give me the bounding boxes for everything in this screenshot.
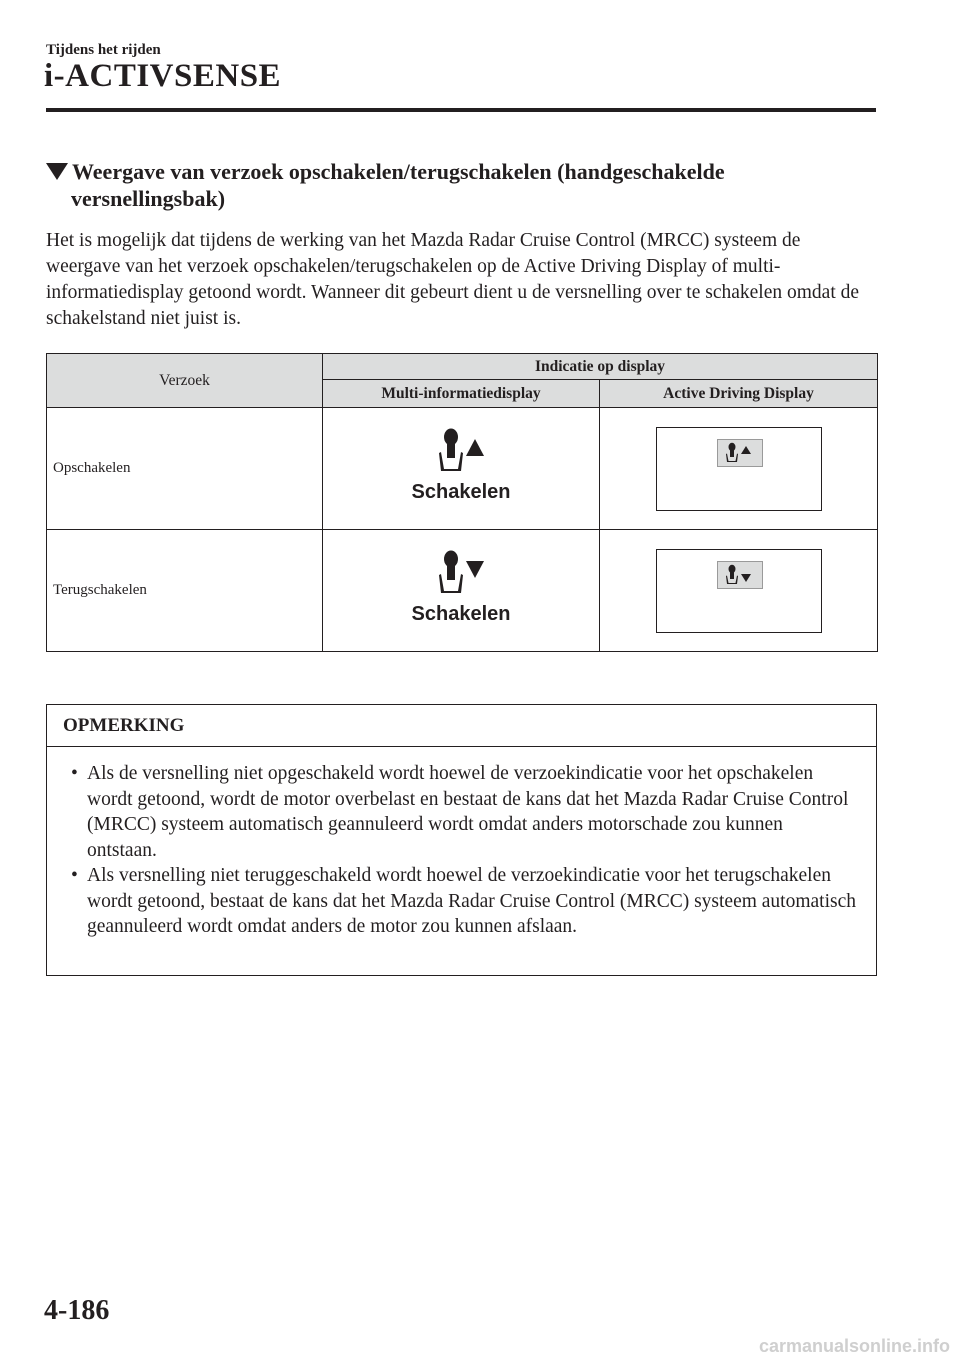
adc-upshift-indicator bbox=[717, 439, 763, 467]
watermark: carmanualsonline.info bbox=[758, 1336, 950, 1356]
note-item-text: Als versnelling niet teruggeschakeld wordt hoewel de verzoekindicatie voor het terugschakelen wordt getoond, bestaat de kans dat het Mazda Radar Cruise Control (MRCC) systeem automatisch geannuleerd wordt omdat anders de motor zou kunnen afslaan. bbox=[87, 865, 857, 937]
active-driving-display-cell bbox=[600, 408, 878, 530]
section-heading-line2: versnellingsbak) bbox=[71, 186, 226, 211]
note-item-text: Als de versnelling niet opgeschakeld wordt hoewel de verzoekindicatie voor het opschakelen wordt getoond, wordt de motor overbelast en bestaat de kans dat het Mazda Radar Cruise Control (MRCC) systeem automatisch geannuleerd wordt omdat anders motorschade zou kunnen ontstaan. bbox=[87, 763, 849, 861]
row-label-downshift: Terugschakelen bbox=[47, 530, 323, 652]
active-driving-display-frame bbox=[656, 427, 822, 511]
schakelen-text: Schakelen bbox=[411, 603, 511, 625]
header-title: i-ACTIVSENSE bbox=[44, 58, 282, 94]
section-heading bbox=[46, 158, 866, 212]
gear-shift-up-icon bbox=[436, 427, 486, 473]
bullet-icon: • bbox=[71, 865, 78, 886]
list-item bbox=[63, 863, 856, 940]
page-number: 4-186 bbox=[44, 1295, 110, 1326]
note-box bbox=[46, 704, 877, 976]
multi-info-display-cell bbox=[323, 408, 600, 530]
note-heading: OPMERKING bbox=[47, 705, 876, 747]
active-driving-display-cell bbox=[600, 530, 878, 652]
list-item bbox=[63, 761, 856, 863]
intro-paragraph: Het is mogelijk dat tijdens de werking van het Mazda Radar Cruise Control (MRCC) systeem de weergave van het verzoek opschakelen/terugschakelen op de Active Driving Display of multi-informatiedisplay getoond wordt. Wanneer dit gebeurt dient u de versnelling over te schakelen omdat de schakelstand niet juist is. bbox=[46, 230, 860, 329]
schakelen-text: Schakelen bbox=[411, 481, 511, 503]
col-header-multi-info-display: Multi-informatiedisplay bbox=[323, 380, 600, 408]
header-divider bbox=[46, 108, 876, 112]
col-header-request: Verzoek bbox=[47, 354, 323, 408]
col-header-indication: Indicatie op display bbox=[323, 354, 878, 380]
gear-shift-down-icon bbox=[436, 549, 486, 595]
header-section-label: Tijdens het rijden bbox=[46, 42, 161, 58]
row-label-upshift: Opschakelen bbox=[47, 408, 323, 530]
request-table bbox=[46, 353, 878, 652]
multi-info-display-cell bbox=[323, 530, 600, 652]
triangle-bullet-icon bbox=[46, 163, 68, 180]
gear-shift-up-icon bbox=[718, 440, 762, 466]
col-header-active-driving-display: Active Driving Display bbox=[600, 380, 878, 408]
active-driving-display-frame bbox=[656, 549, 822, 633]
table-row bbox=[47, 530, 878, 652]
adc-downshift-indicator bbox=[717, 561, 763, 589]
section-heading-line1: Weergave van verzoek opschakelen/terugschakelen (handgeschakelde bbox=[72, 159, 725, 184]
bullet-icon: • bbox=[71, 763, 78, 784]
note-list bbox=[47, 747, 876, 940]
gear-shift-down-icon bbox=[718, 562, 762, 588]
table-row bbox=[47, 408, 878, 530]
